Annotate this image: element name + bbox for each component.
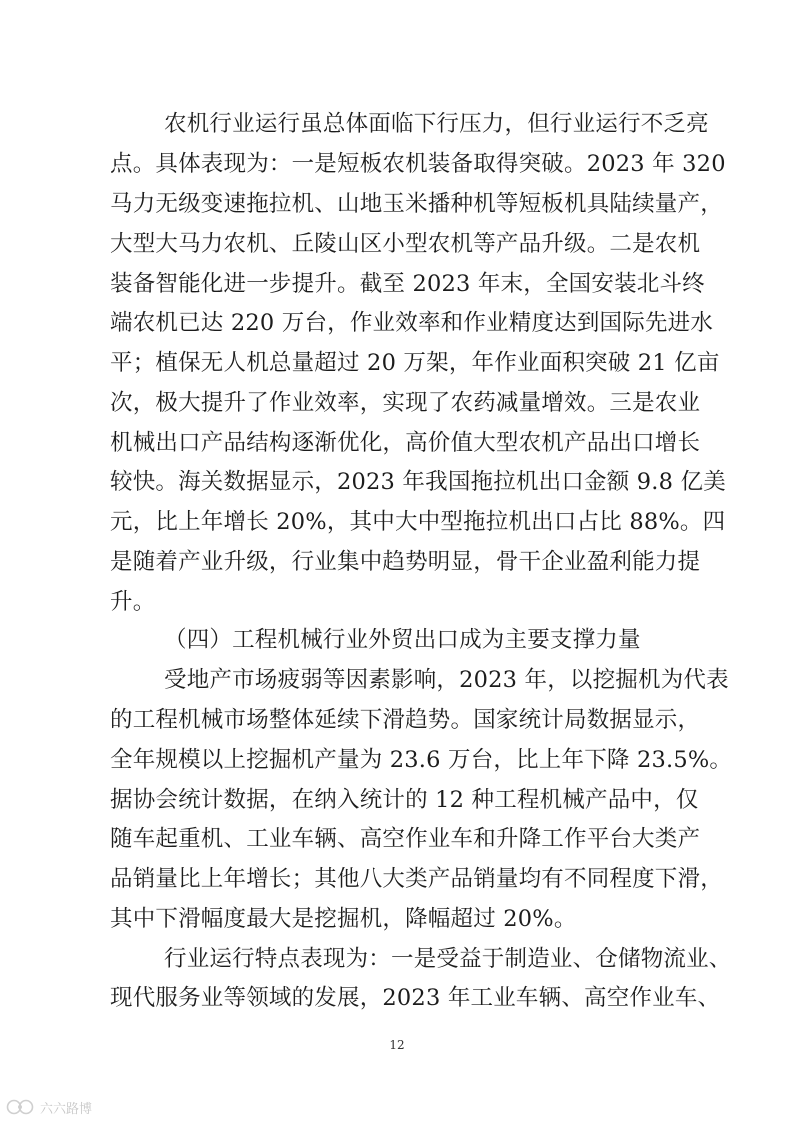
paragraph-line: 马力无级变速拖拉机、山地玉米播种机等短板机具陆续量产， [110, 191, 723, 217]
paragraph-line: 大型大马力农机、丘陵山区小型农机等产品升级。二是农机 [110, 231, 701, 257]
paragraph-line: 机械出口产品结构逐渐优化，高价值大型农机产品出口增长 [110, 430, 701, 456]
watermark-text: 六六路博 [40, 1101, 93, 1117]
paragraph-line: 其中下滑幅度最大是挖掘机，降幅超过 20%。 [110, 906, 577, 932]
paragraph-line: 受地产市场疲弱等因素影响，2023 年，以挖掘机为代表 [164, 667, 729, 693]
watermark-logo-icon [6, 1099, 36, 1115]
paragraph-line: 的工程机械市场整体延续下滑趋势。国家统计局数据显示， [110, 707, 701, 733]
watermark [6, 1098, 92, 1116]
paragraph-line: 端农机已达 220 万台，作业效率和作业精度达到国际先进水 [110, 310, 714, 336]
paragraph-line: 平；植保无人机总量超过 20 万架，年作业面积突破 21 亿亩 [110, 350, 720, 376]
paragraph-line: 升。 [110, 589, 156, 615]
page-number: 12 [389, 1038, 405, 1052]
paragraph-line: 元，比上年增长 20%，其中大中型拖拉机出口占比 88%。四 [110, 509, 726, 535]
paragraph-line: 品销量比上年增长；其他八大类产品销量均有不同程度下滑， [110, 866, 723, 892]
paragraph-line: 是随着产业升级，行业集中趋势明显，骨干企业盈利能力提 [110, 549, 701, 575]
paragraph-line: 行业运行特点表现为：一是受益于制造业、仓储物流业、 [164, 946, 732, 972]
paragraph-line: 全年规模以上挖掘机产量为 23.6 万台，比上年下降 23.5%。 [110, 747, 733, 773]
paragraph-line: 装备智能化进一步提升。截至 2023 年末，全国安装北斗终 [110, 271, 705, 297]
paragraph-line: 点。具体表现为：一是短板农机装备取得突破。2023 年 320 [110, 151, 726, 177]
paragraph-line: 较快。海关数据显示，2023 年我国拖拉机出口金额 9.8 亿美 [110, 469, 726, 495]
paragraph-line: 据协会统计数据，在纳入统计的 12 种工程机械产品中，仅 [110, 787, 699, 813]
paragraph-line: 次，极大提升了作业效率，实现了农药减量增效。三是农业 [110, 390, 701, 416]
paragraph-line: 农机行业运行虽总体面临下行压力，但行业运行不乏亮 [164, 111, 709, 137]
section-heading: （四）工程机械行业外贸出口成为主要支撑力量 [164, 627, 641, 653]
paragraph-line: 随车起重机、工业车辆、高空作业车和升降工作平台大类产 [110, 826, 701, 852]
paragraph-line: 现代服务业等领域的发展，2023 年工业车辆、高空作业车、 [110, 985, 721, 1011]
